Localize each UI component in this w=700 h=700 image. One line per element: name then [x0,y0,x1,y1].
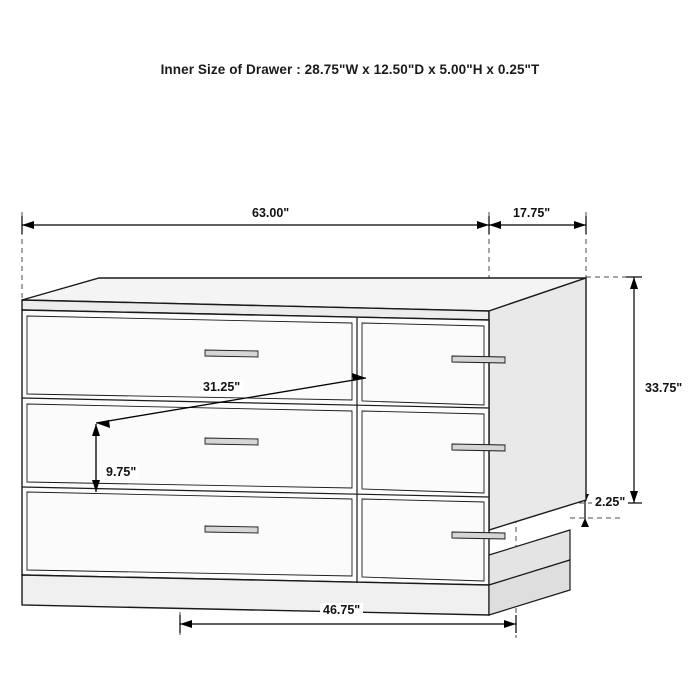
drawer-front-middle-left [27,404,352,488]
dresser-side-panel [489,278,586,530]
handle-middle-right [452,444,505,451]
handle-top-left [205,350,258,357]
dimension-label-drawer-inner-width: 31.25" [200,380,243,394]
height-dimension-line [626,277,642,503]
dimension-label-base-clearance: 2.25" [592,495,628,509]
drawer-front-top-left [27,316,352,400]
handle-top-right [452,356,505,363]
handle-bottom-right [452,532,505,539]
dimension-label-overall-width: 63.00" [249,206,292,220]
handle-bottom-left [205,526,258,533]
drawer-front-middle-right [362,411,484,493]
base-width-dimension-line [180,615,516,633]
dimension-label-drawer-stack-height: 9.75" [103,465,139,479]
dimension-label-overall-height: 33.75" [642,381,685,395]
handle-middle-left [205,438,258,445]
page-title: Inner Size of Drawer : 28.75"W x 12.50"D x 5.00"H x 0.25"T [160,62,540,77]
top-dimension-line [22,216,586,234]
drawer-front-top-right [362,323,484,405]
drawer-front-bottom-left [27,492,352,576]
dimension-label-base-width: 46.75" [320,603,363,617]
dimension-label-depth: 17.75" [510,206,553,220]
drawer-front-bottom-right [362,499,484,581]
